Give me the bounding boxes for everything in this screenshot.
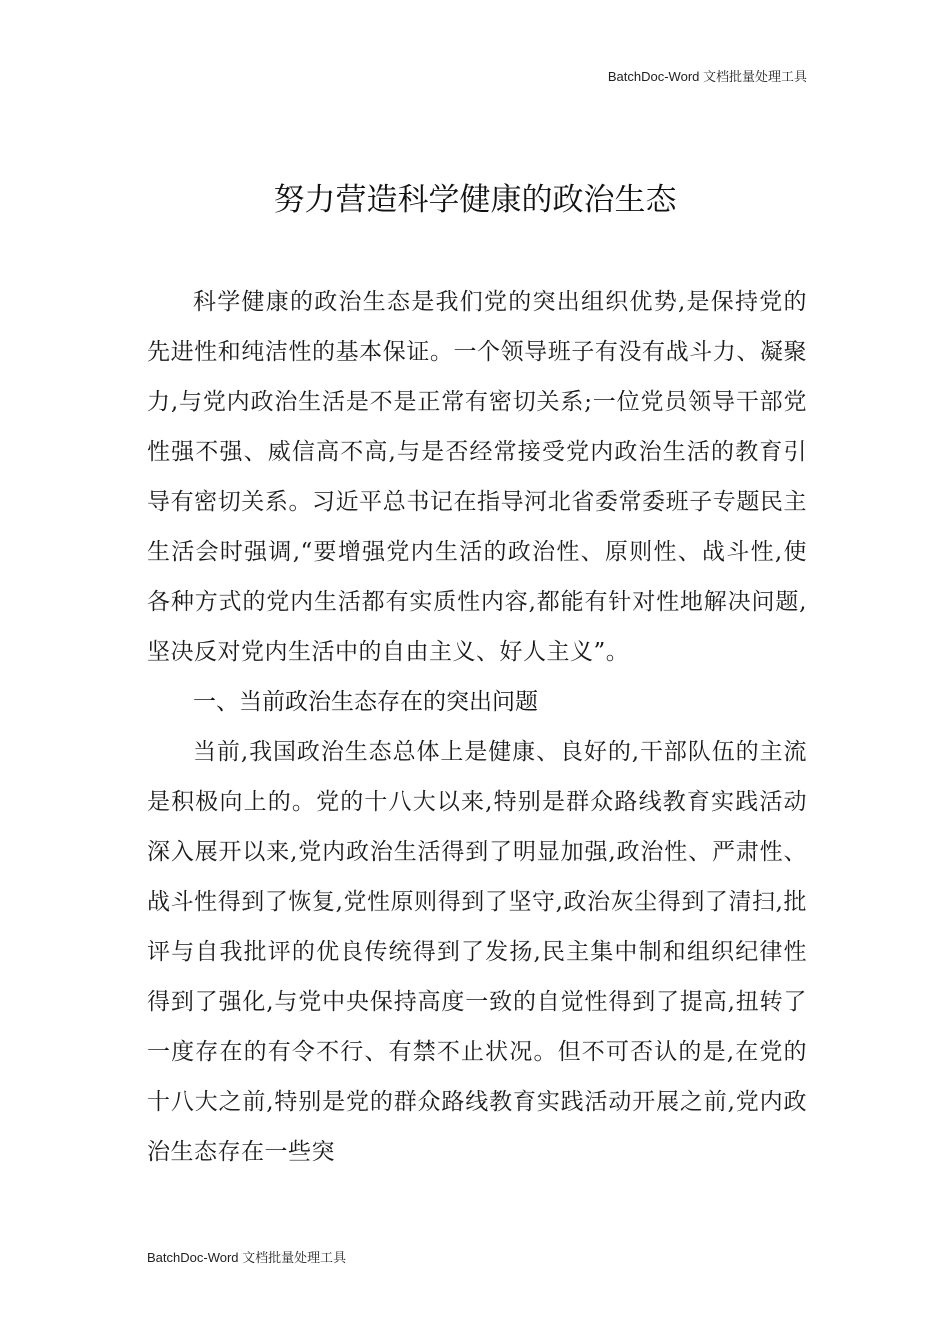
document-body [147, 277, 807, 1177]
page-footer: BatchDoc-Word 文档批量处理工具 [147, 1250, 347, 1265]
document-title: 努力营造科学健康的政治生态 [273, 182, 677, 218]
paragraph-current-situation: 当前,我国政治生态总体上是健康、良好的,干部队伍的主流是积极向上的。党的十八大以来,特别是群众路线教育实践活动深入展开以来,党内政治生活得到了明显加强,政治性、严肃性、战斗性得到了恢复,党性原则得到了坚守,政治灰尘得到了清扫,批评与自我批评的优良传统得到了发扬,民主集中制和组织纪律性得到了强化,与党中央保持高度一致的自觉性得到了提高,扭转了一度存在的有令不行、有禁不止状况。但不可否认的是,在党的十八大之前,特别是党的群众路线教育实践活动开展之前,党内政治生态存在一些突 [147, 739, 807, 1165]
paragraph-intro: 科学健康的政治生态是我们党的突出组织优势,是保持党的先进性和纯洁性的基本保证。一个领导班子有没有战斗力、凝聚力,与党内政治生活是不是正常有密切关系;一位党员领导干部党性强不强、威信高不高,与是否经常接受党内政治生活的教育引导有密切关系。习近平总书记在指导河北省委常委班子专题民主生活会时强调,“要增强党内生活的政治性、原则性、战斗性,使各种方式的党内生活都有实质性内容,都能有针对性地解决问题,坚决反对党内生活中的自由主义、好人主义”。 [147, 289, 807, 665]
section-heading: 一、当前政治生态存在的突出问题 [193, 689, 538, 715]
page-header: BatchDoc-Word 文档批量处理工具 [607, 69, 807, 84]
